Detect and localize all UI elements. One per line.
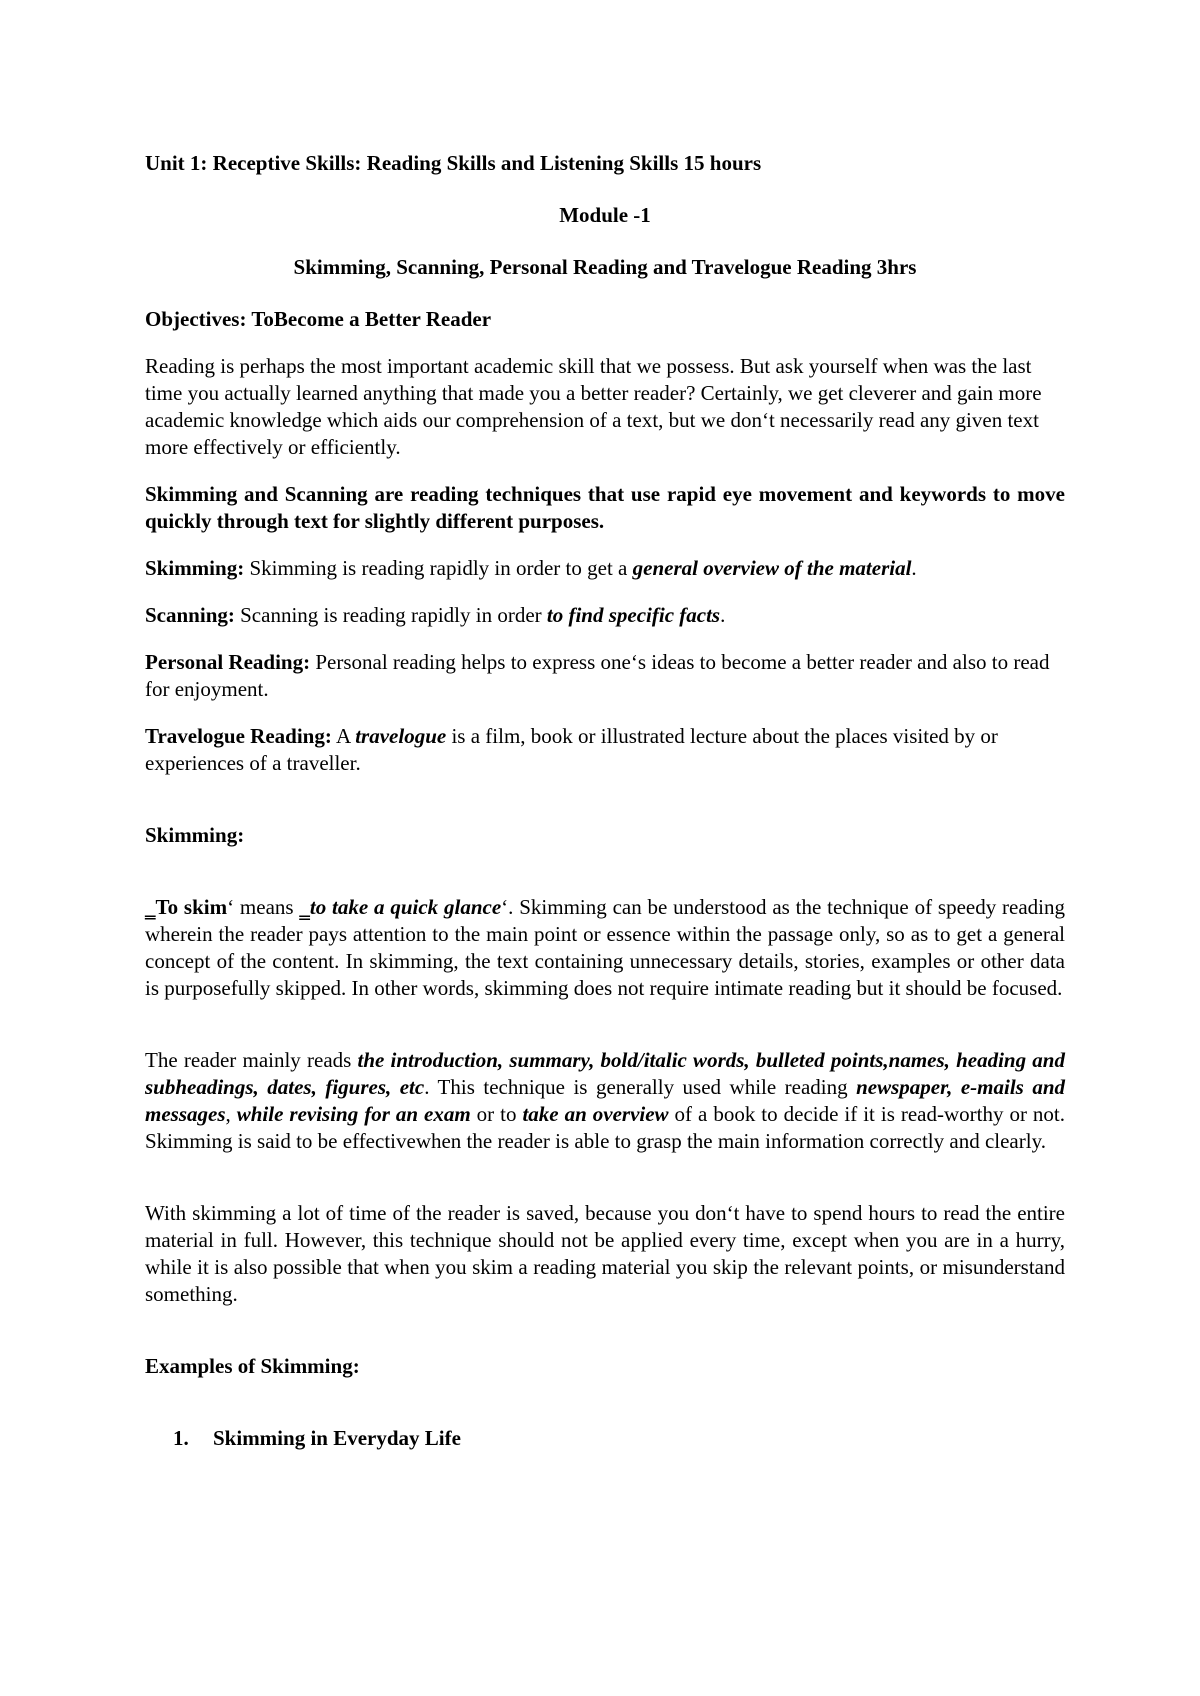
skimming-paragraph-1 bbox=[145, 894, 1065, 1002]
p2-a: The reader mainly reads bbox=[145, 1048, 358, 1072]
p2-h: take an overview bbox=[522, 1102, 669, 1126]
definition-travelogue-reading bbox=[145, 723, 1065, 777]
module-title: Skimming, Scanning, Personal Reading and Travelogue Reading 3hrs bbox=[293, 255, 917, 279]
module-label: Module -1 bbox=[559, 203, 651, 227]
definition-skimming-label: Skimming: bbox=[145, 556, 245, 580]
definition-scanning-emphasis: to find specific facts bbox=[546, 603, 721, 627]
document-page bbox=[145, 150, 1065, 1452]
list-item-number: 1. bbox=[173, 1426, 189, 1450]
definition-travelogue-emphasis: travelogue bbox=[355, 724, 447, 748]
definition-personal-text: Personal reading helps to express one‘s ideas to become a better reader and also to read for enjoyment. bbox=[145, 650, 1050, 701]
definition-travelogue-label: Travelogue Reading: bbox=[145, 724, 332, 748]
list-item-label: Skimming in Everyday Life bbox=[213, 1426, 461, 1450]
objectives-label: Objectives: bbox=[145, 307, 247, 331]
p2-c: . This technique is generally used while reading bbox=[424, 1075, 857, 1099]
p2-i: of a book to decide if it is read-worthy or not. Skimming is said to be effectivewhen the reader is able to grasp the main information correctly and clearly. bbox=[145, 1102, 1066, 1153]
definition-travelogue-text-a: A bbox=[331, 724, 356, 748]
definition-skimming-text: Skimming is reading rapidly in order to get a bbox=[244, 556, 633, 580]
examples-list bbox=[145, 1425, 1065, 1452]
definition-travelogue-text-b: is a film, book or illustrated lecture about the places visited by or experiences of a traveller. bbox=[145, 724, 998, 775]
skim-mid: ‘ means bbox=[227, 895, 300, 919]
list-item bbox=[173, 1425, 1065, 1452]
definition-personal-label: Personal Reading: bbox=[145, 650, 311, 674]
skimming-paragraph-2 bbox=[145, 1047, 1065, 1155]
intro-paragraph: Reading is perhaps the most important academic skill that we possess. But ask yourself when was the last time you actually learned anything that made you a better reader? Certainly, we get cleverer and gain more academic knowledge which aids our comprehension of a text, but we don‘t necessarily read any given text more effectively or efficiently. bbox=[145, 354, 1042, 459]
skim-rest: ‘. Skimming can be understood as the technique of speedy reading wherein the reader pays attention to the main point or essence within the passage only, so as to get a general concept of the content. In skimming, the text containing unnecessary details, stories, examples or other data is purposefully skipped. In other words, skimming does not require intimate reading but it should be focused. bbox=[145, 895, 1065, 1000]
definition-scanning-label: Scanning: bbox=[145, 603, 235, 627]
p2-b: the introduction, summary, bold/italic words, bulleted points,names, heading and subheadings, dates, figures, etc bbox=[145, 1048, 1065, 1099]
skim-meaning: ‗to take a quick glance bbox=[299, 895, 502, 919]
unit-title: Unit 1: Receptive Skills: Reading Skills and Listening Skills 15 hours bbox=[145, 151, 762, 175]
skimming-paragraph-3: With skimming a lot of time of the reader is saved, because you don‘t have to spend hours to read the entire material in full. However, this technique should not be applied every time, except when you are in a hurry, while it is also possible that when you skim a reading material you skip the relevant points, or misunderstand something. bbox=[145, 1201, 1065, 1306]
definition-skimming-emphasis: general overview of the material bbox=[632, 556, 912, 580]
definition-scanning bbox=[145, 602, 1065, 629]
p2-f: while revising for an exam bbox=[236, 1102, 471, 1126]
definition-skimming bbox=[145, 555, 1065, 582]
objectives bbox=[145, 306, 1065, 333]
skimming-heading: Skimming: bbox=[145, 823, 245, 847]
p2-d: newspaper, e-mails and messages bbox=[145, 1075, 1065, 1126]
definition-scanning-text: Scanning is reading rapidly in order bbox=[234, 603, 547, 627]
definition-scanning-end: . bbox=[720, 603, 726, 627]
p2-g: or to bbox=[470, 1102, 523, 1126]
skim-term: ‗To skim bbox=[145, 895, 228, 919]
definition-personal-reading bbox=[145, 649, 1065, 703]
definition-skimming-end: . bbox=[911, 556, 917, 580]
objectives-text: ToBecome a Better Reader bbox=[246, 307, 492, 331]
techniques-statement: Skimming and Scanning are reading techniques that use rapid eye movement and keywords to move quickly through text for slightly different purposes. bbox=[145, 482, 1065, 533]
examples-heading: Examples of Skimming: bbox=[145, 1354, 360, 1378]
p2-e: , bbox=[225, 1102, 237, 1126]
